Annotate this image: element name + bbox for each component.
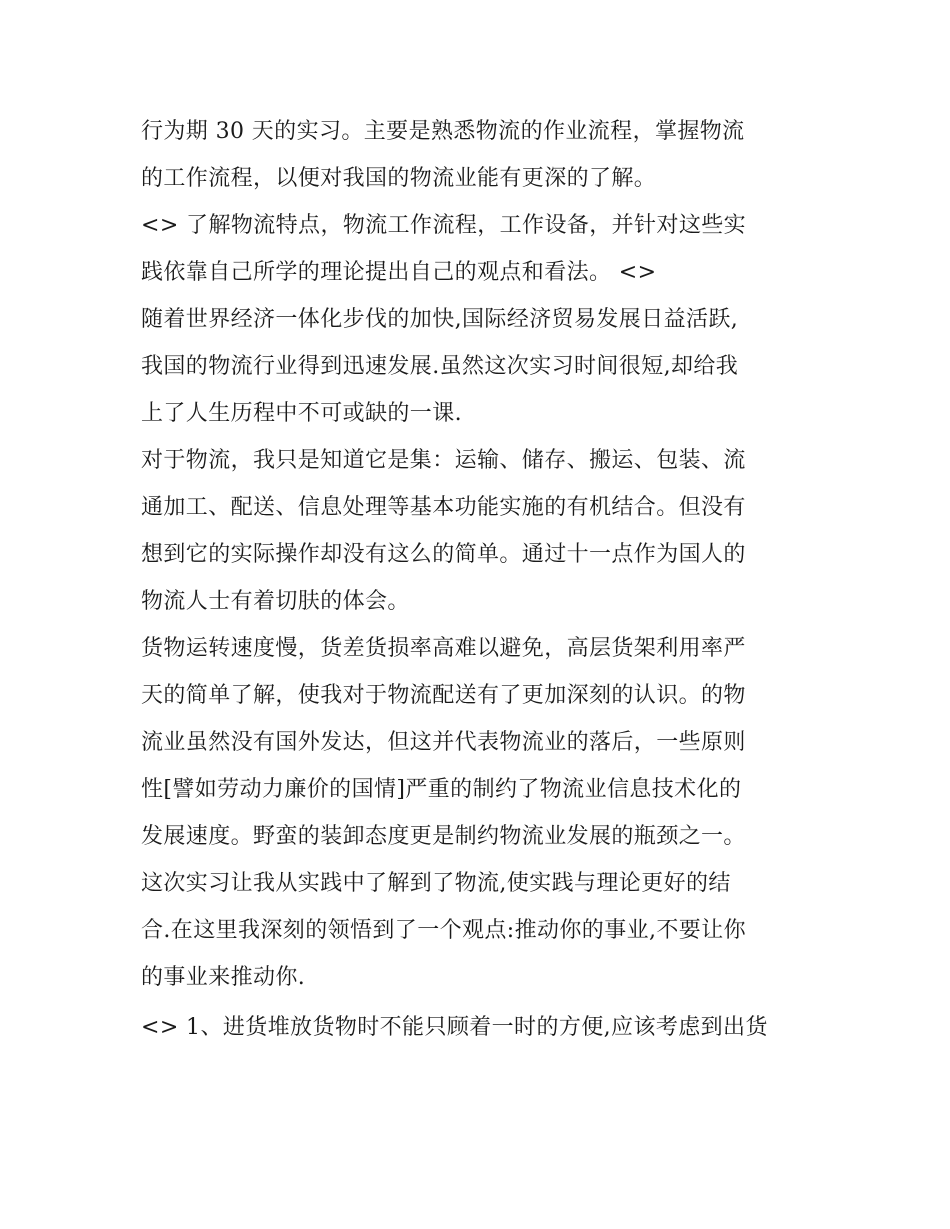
text-line: 我国的物流行业得到迅速发展.虽然这次实习时间很短,却给我: [141, 354, 739, 379]
text-line: 想到它的实际操作却没有这么的简单。通过十一点作为国人的: [141, 542, 746, 567]
text-line: 对于物流，我只是知道它是集：运输、储存、搬运、包装、流: [141, 448, 746, 473]
text-line: 这次实习让我从实践中了解到了物流,使实践与理论更好的结: [141, 871, 731, 896]
text-line: 的事业来推动你.: [141, 965, 306, 990]
text-line: <> 了解物流特点，物流工作流程，工作设备，并针对这些实: [141, 213, 747, 238]
document-body: [141, 108, 821, 1051]
text-line: 践依靠自己所学的理论提出自己的观点和看法。 <>: [141, 260, 657, 285]
text-line: 的工作流程，以便对我国的物流业能有更深的了解。: [141, 166, 657, 191]
text-line: 随着世界经济一体化步伐的加快,国际经济贸易发展日益活跃,: [141, 307, 739, 332]
text-line: 行为期 30 天的实习。主要是熟悉物流的作业流程，掌握物流: [141, 119, 745, 144]
text-line: 通加工、配送、信息处理等基本功能实施的有机结合。但没有: [141, 495, 746, 520]
text-line: 发展速度。野蛮的装卸态度更是制约物流业发展的瓶颈之一。: [141, 824, 746, 849]
text-line: 上了人生历程中不可或缺的一课.: [141, 401, 462, 426]
text-line: <> 1、进货堆放货物时不能只顾着一时的方便,应该考虑到出货: [141, 1015, 768, 1040]
text-line: 天的简单了解，使我对于物流配送有了更加深刻的认识。的物: [141, 683, 746, 708]
text-line: 性[譬如劳动力廉价的国情]严重的制约了物流业信息技术化的: [141, 777, 742, 802]
text-line: 物流人士有着切肤的体会。: [141, 589, 410, 614]
text-line: 流业虽然没有国外发达，但这并代表物流业的落后，一些原则: [141, 730, 746, 755]
text-line: 货物运转速度慢，货差货损率高难以避免，高层货架利用率严: [141, 636, 746, 661]
text-line: 合.在这里我深刻的领悟到了一个观点:推动你的事业,不要让你: [141, 918, 747, 943]
